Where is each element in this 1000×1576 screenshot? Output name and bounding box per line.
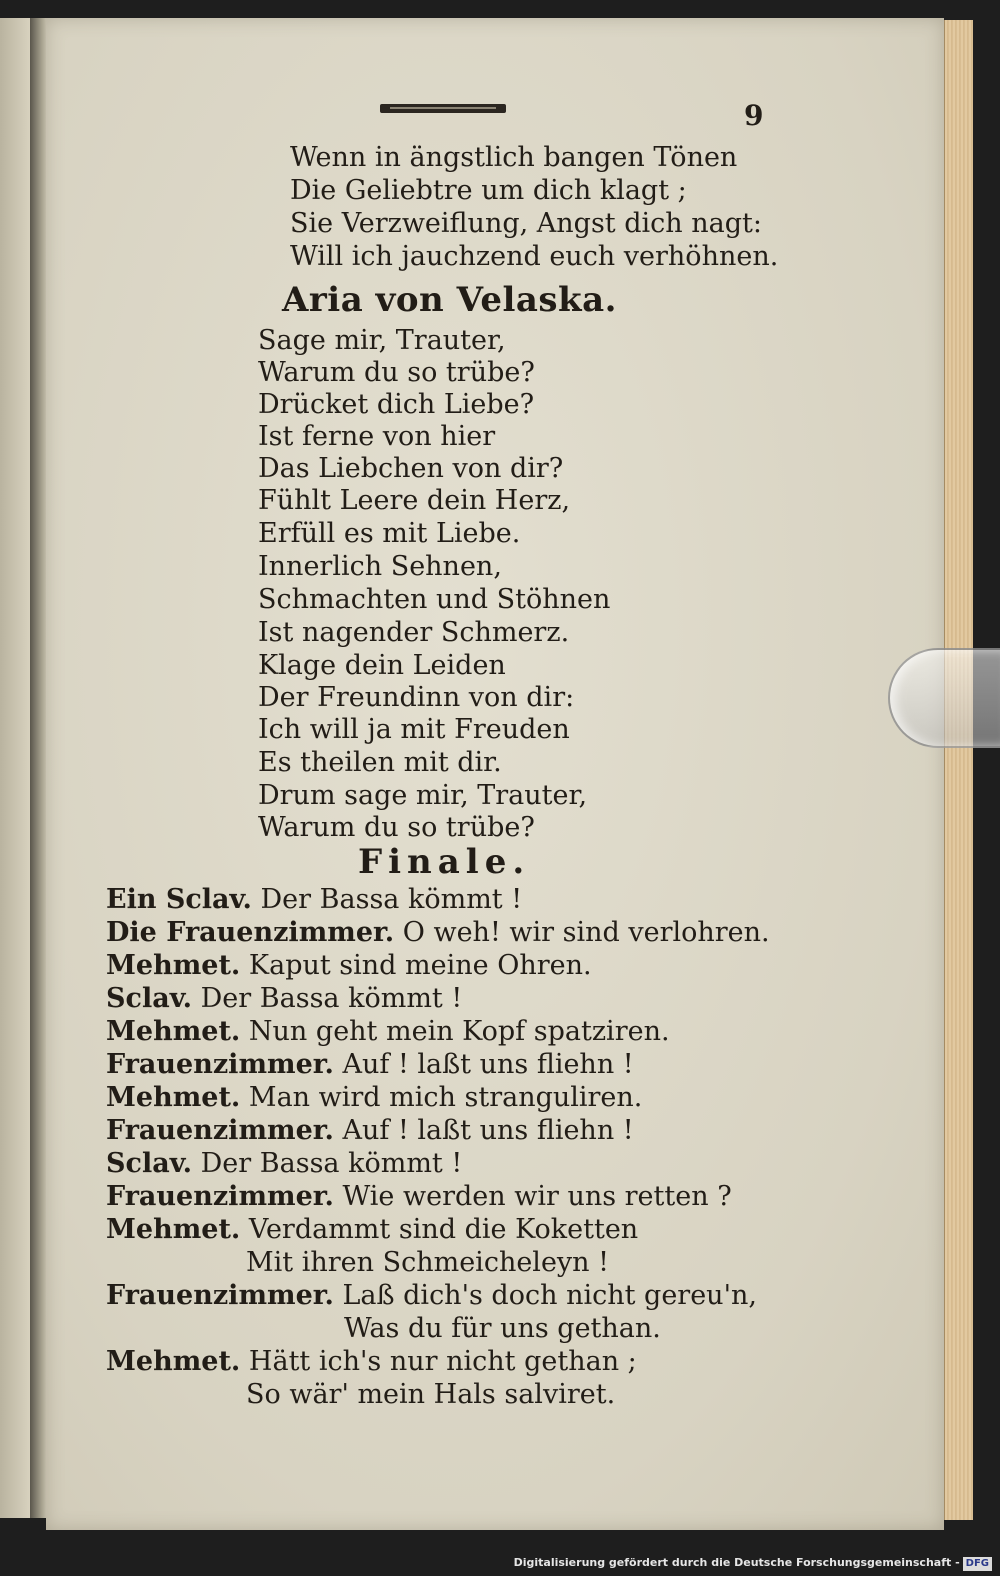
aria-line: Der Freundinn von dir:	[258, 682, 575, 713]
speaker-name: Die Frauenzimmer.	[106, 917, 395, 948]
aria-line: Erfüll es mit Liebe.	[258, 518, 521, 549]
aria-line: Sage mir, Trauter,	[258, 325, 506, 356]
aria-line: Klage dein Leiden	[258, 650, 506, 681]
speaker-name: Mehmet.	[106, 1346, 241, 1377]
dialogue-text: Nun geht mein Kopf spatziren.	[248, 1016, 670, 1047]
speaker-name: Sclav.	[106, 983, 193, 1014]
dialogue-text: Mit ihren Schmeicheleyn !	[246, 1247, 609, 1278]
speaker-name: Mehmet.	[106, 1016, 241, 1047]
dialogue-text: Hätt ich's nur nicht gethan ;	[248, 1346, 637, 1377]
aria-line: Ich will ja mit Freuden	[258, 714, 570, 745]
dfg-logo: DFG	[963, 1557, 992, 1571]
dialogue-line	[106, 1181, 732, 1213]
dialogue-text: So wär' mein Hals salviret.	[246, 1379, 616, 1410]
speaker-name: Mehmet.	[106, 950, 241, 981]
aria-line: Drum sage mir, Trauter,	[258, 780, 588, 811]
aria-line: Schmachten und Stöhnen	[258, 584, 611, 615]
speaker-name: Mehmet.	[106, 1082, 241, 1113]
finale-heading: Finale.	[358, 842, 531, 882]
dialogue-text: Auf ! laßt uns fliehn !	[342, 1115, 634, 1146]
digitization-credit	[514, 1554, 992, 1572]
dialogue-text: Der Bassa kömmt !	[200, 983, 463, 1014]
aria-line: Drücket dich Liebe?	[258, 389, 535, 420]
dialogue-line	[106, 950, 592, 982]
dialogue-text: Verdammt sind die Koketten	[248, 1214, 639, 1245]
credit-text: Digitalisierung gefördert durch die Deutsche Forschungsgemeinschaft -	[513, 1556, 960, 1569]
dialogue-line	[106, 1214, 638, 1246]
ornamental-rule	[380, 104, 506, 113]
aria-line: Fühlt Leere dein Herz,	[258, 485, 571, 516]
aria-line: Warum du so trübe?	[258, 812, 535, 843]
dialogue-text: Kaput sind meine Ohren.	[248, 950, 592, 981]
dialogue-line	[106, 1016, 670, 1048]
aria-line: Ist nagender Schmerz.	[258, 617, 570, 648]
left-page-edge	[0, 18, 32, 1518]
stanza-line: Wenn in ängstlich bangen Tönen	[290, 142, 738, 173]
aria-line: Ist ferne von hier	[258, 421, 496, 452]
dialogue-text: Man wird mich stranguliren.	[248, 1082, 643, 1113]
dialogue-text: Der Bassa kömmt !	[200, 1148, 463, 1179]
speaker-name: Sclav.	[106, 1148, 193, 1179]
dialogue-text: Laß dich's doch nicht gereu'n,	[342, 1280, 757, 1311]
speaker-name: Frauenzimmer.	[106, 1049, 334, 1080]
page-edges	[944, 20, 973, 1520]
aria-line: Warum du so trübe?	[258, 357, 535, 388]
page-clip	[888, 648, 1000, 748]
dialogue-line	[106, 983, 462, 1015]
speaker-name: Ein Sclav.	[106, 884, 252, 915]
dialogue-text: Wie werden wir uns retten ?	[342, 1181, 732, 1212]
dialogue-line	[106, 1082, 642, 1114]
stanza-line: Sie Verzweiflung, Angst dich nagt:	[290, 208, 762, 239]
dialogue-line	[246, 1379, 615, 1411]
dialogue-line	[106, 884, 522, 916]
stanza-line: Die Geliebtre um dich klagt ;	[290, 175, 687, 206]
dialogue-line	[246, 1247, 609, 1279]
dialogue-line	[106, 1280, 757, 1312]
speaker-name: Frauenzimmer.	[106, 1181, 334, 1212]
speaker-name: Frauenzimmer.	[106, 1115, 334, 1146]
dialogue-line	[106, 1115, 634, 1147]
speaker-name: Frauenzimmer.	[106, 1280, 334, 1311]
page-number: 9	[744, 99, 764, 132]
dialogue-line	[106, 917, 770, 949]
aria-line: Das Liebchen von dir?	[258, 453, 564, 484]
aria-line: Es theilen mit dir.	[258, 747, 502, 778]
dialogue-line	[106, 1346, 637, 1378]
dialogue-text: Was du für uns gethan.	[344, 1313, 661, 1344]
speaker-name: Mehmet.	[106, 1214, 241, 1245]
dialogue-text: O weh! wir sind verlohren.	[402, 917, 770, 948]
dialogue-line	[344, 1313, 661, 1345]
aria-heading: Aria von Velaska.	[282, 280, 617, 320]
dialogue-text: Der Bassa kömmt !	[260, 884, 523, 915]
aria-line: Innerlich Sehnen,	[258, 551, 502, 582]
dialogue-line	[106, 1049, 634, 1081]
dialogue-text: Auf ! laßt uns fliehn !	[342, 1049, 634, 1080]
stanza-line: Will ich jauchzend euch verhöhnen.	[290, 241, 779, 272]
dialogue-line	[106, 1148, 462, 1180]
